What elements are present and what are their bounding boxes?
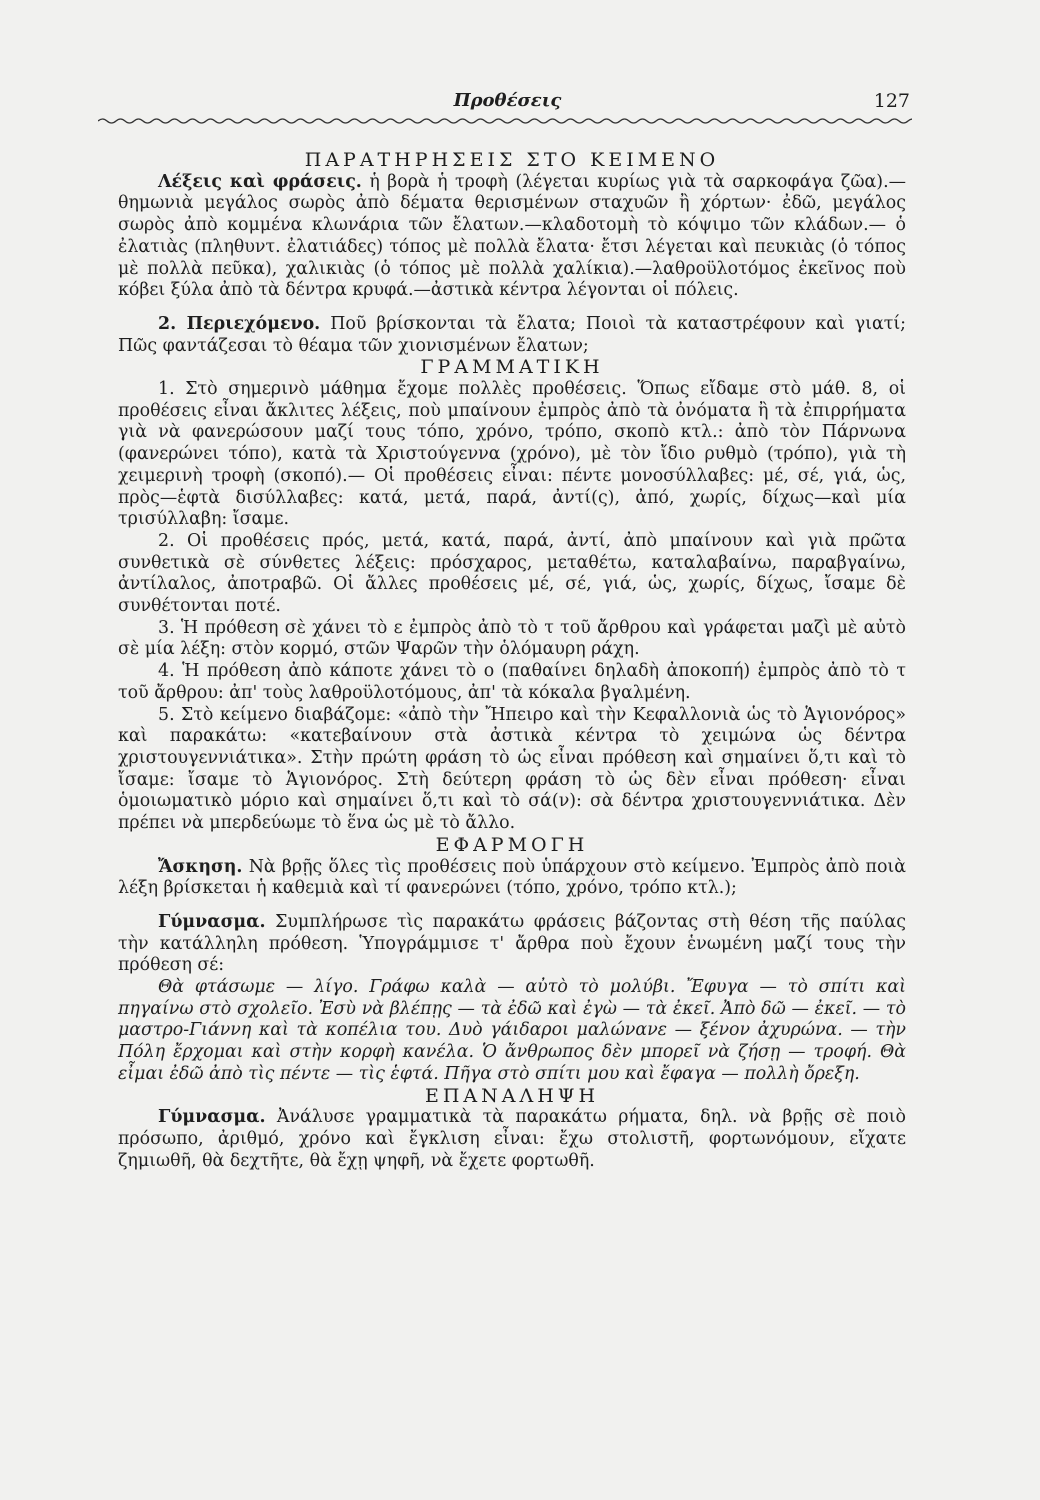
epanalipsi-text: Ἀνάλυσε γραμματικὰ τὰ παρακάτω ρήματα, δηλ. νὰ βρῇς σὲ ποιὸ πρόσωπο, ἀριθμό, χρόνο καὶ ἔγκλιση εἶναι: ἔχω στολιστῆ, φορτωνόμουν, εἴχατε ζημιωθῆ, θὰ δεχτῆτε, θὰ ἔχῃ ψηφῆ, νὰ ἔχετε φορτωθῆ. [118, 1107, 906, 1171]
epanalipsi-gymnasma-label: Γύμνασμα. [158, 1107, 266, 1128]
lexeis-label: Λέξεις καὶ φράσεις. [158, 171, 362, 192]
paragraph-epanalipsi [118, 1107, 906, 1172]
paragraph-askisi [118, 857, 906, 900]
gymnasma-text: Συμπλήρωσε τὶς παρακάτω φράσεις βάζοντας στὴ θέση τῆς παύλας τὴν κατάλληλη πρόθεση. Ὑπογράμμισε τ' ἄρθρα ποὺ ἔχουν ἑνωμένη μαζί τους τὴν πρόθεση σέ: [118, 911, 907, 976]
paragraph-gymnasma [118, 912, 906, 977]
section-title-efarmogi: ΕΦΑΡΜΟΓΗ [435, 833, 589, 856]
section-title-grammatiki: ΓΡΑΜΜΑΤΙΚΗ [420, 356, 604, 379]
paragraph-periexomeno [118, 314, 906, 357]
grammar-paragraph-4: 4. Ἡ πρόθεση ἀπὸ κάποτε χάνει τὸ ο (παθαίνει δηλαδὴ ἀποκοπή) ἐμπρὸς ἀπὸ τὸ τ τοῦ ἄρθρου: ἀπ' τοὺς λαθροϋλοτόμους, ἀπ' τὰ κόκαλα βγαλμένη. [118, 661, 906, 703]
askisi-label: Ἄσκηση. [158, 856, 243, 877]
askisi-text: Νὰ βρῇς ὅλες τὶς προθέσεις ποὺ ὑπάρχουν στὸ κείμενο. Ἐμπρὸς ἀπὸ ποιὰ λέξη βρίσκεται ἡ καθεμιὰ καὶ τί φανερώνει (τόπο, χρόνο, τρόπο κτλ.); [118, 856, 906, 899]
paragraph-lexeis [118, 172, 906, 302]
page-number: 127 [873, 90, 910, 112]
periexomeno-label: 2. Περιεχόμενο. [158, 313, 321, 334]
grammar-paragraph-1: 1. Στὸ σημερινὸ μάθημα ἔχομε πολλὲς προθέσεις. Ὅπως εἴδαμε στὸ μάθ. 8, οἱ προθέσεις εἶναι ἄκλιτες λέξεις, ποὺ μπαίνουν ἐμπρὸς ἀπὸ τὰ ὀνόματα ἢ τὰ ἐπιρρήματα γιὰ νὰ φανερώσουν μαζί τους τόπο, χρόνο, τρόπο, σκοπὸ κτλ.: ἀπὸ τὸν Πάρνωνα (φανερώνει τόπο), κατὰ τὰ Χριστούγεννα (χρόνο), μὲ τὸν ἴδιο ρυθμὸ (τρόπο), γιὰ τὴ χειμερινὴ τροφὴ (σκοπό).— Οἱ προθέσεις εἶναι: πέντε μονοσύλλαβες: μέ, σέ, γιά, ὡς, πρὸς—ἑφτὰ δισύλλαβες: κατά, μετά, παρά, ἀντί(ς), ἀπό, χωρίς, δίχως—καὶ μία τρισύλλαβη: ἴσαμε. [118, 379, 906, 530]
gymnasma-label: Γύμνασμα. [158, 911, 266, 932]
grammar-paragraph-3: 3. Ἡ πρόθεση σὲ χάνει τὸ ε ἐμπρὸς ἀπὸ τὸ τ τοῦ ἄρθρου καὶ γράφεται μαζὶ μὲ αὐτὸ σὲ μία λέξη: στὸν κορμό, στῶν Ψαρῶν τὴν ὁλόμαυρη ράχη. [118, 617, 906, 660]
header-wavy-rule [98, 116, 912, 126]
page-header [105, 90, 910, 118]
page-body [118, 150, 906, 1172]
periexomeno-text: Ποῦ βρίσκονται τὰ ἔλατα; Ποιοὶ τὰ καταστρέφουν καὶ γιατί; Πῶς φαντάζεσαι τὸ θέαμα τῶν χιονισμένων ἔλατων; [118, 313, 906, 356]
grammar-paragraph-5: 5. Στὸ κείμενο διαβάζομε: «ἀπὸ τὴν Ἤπειρο καὶ τὴν Κεφαλλονιὰ ὡς τὸ Ἁγιονόρος» καὶ παρακάτω: «κατεβαίνουν στὰ ἀστικὰ κέντρα τὸ χειμώνα ὡς δέντρα χριστουγεννιάτικα». Στὴν πρώτη φράση τὸ ὡς εἶναι πρόθεση καὶ σημαίνει ὅ,τι καὶ τὸ ἴσαμε: ἴσαμε τὸ Ἁγιονόρος. Στὴ δεύτερη φράση τὸ ὡς δὲν εἶναι πρόθεση· εἶναι ὁμοιωματικὸ μόριο καὶ σημαίνει ὅ,τι καὶ τὸ σά(ν): σὰ δέντρα χριστουγεννιάτικα. Δὲν πρέπει νὰ μπερδεύωμε τὸ ἕνα ὡς μὲ τὸ ἄλλο. [118, 704, 906, 834]
running-title: Προθέσεις [453, 90, 562, 111]
section-title-keimeno: ΠΑΡΑΤΗΡΗΣΕΙΣ ΣΤΟ ΚΕΙΜΕΝΟ [304, 149, 720, 171]
section-title-epanalipsi: ΕΠΑΝΑΛΗΨΗ [424, 1084, 600, 1107]
grammar-paragraph-2: 2. Οἱ προθέσεις πρός, μετά, κατά, παρά, ἀντί, ἀπὸ μπαίνουν καὶ γιὰ πρῶτα συνθετικὰ σὲ σύνθετες λέξεις: πρόσχαρος, μεταθέτω, καταλαβαίνω, παραβγαίνω, ἀντίλαλος, ἀποτραβῶ. Οἱ ἄλλες προθέσεις μέ, σέ, γιά, ὡς, χωρίς, δίχως, ἴσαμε δὲ συνθέτονται ποτέ. [118, 530, 906, 617]
lexeis-text: ἡ βορὰ ἡ τροφὴ (λέγεται κυρίως γιὰ τὰ σαρκοφάγα ζῶα).—θημωνιὰ μεγάλος σωρὸς ἀπὸ δέματα θερισμένων σταχυῶν ἢ χόρτων· ἐδῶ, μεγάλος σωρὸς ἀπὸ κομμένα κλωνάρια τῶν ἔλατων.—κλαδοτομὴ τὸ κόψιμο τῶν κλάδων.— ὁ ἐλατιὰς (πληθυντ. ἐλατιάδες) τόπος μὲ πολλὰ ἔλατα· ἔτσι λέγεται καὶ πευκιὰς (ὁ τόπος μὲ πολλὰ πεῦκα), χαλικιὰς (ὁ τόπος μὲ πολλὰ χαλίκια).—λαθροϋλοτόμος ἐκεῖνος ποὺ κόβει ξύλα ἀπὸ τὰ δέντρα κρυφά.—ἀστικὰ κέντρα λέγονται οἱ πόλεις. [118, 171, 906, 301]
exercise-sentences: Θὰ φτάσωμε — λίγο. Γράφω καλὰ — αὐτὸ τὸ μολύβι. Ἔφυγα — τὸ σπίτι καὶ πηγαίνω στὸ σχολεῖο. Ἐσὺ νὰ βλέπῃς — τὰ ἐδῶ καὶ ἐγὼ — τὰ ἐκεῖ. Ἀπὸ δῶ — ἐκεῖ. — τὸ μαστρο-Γιάννη καὶ τὰ κοπέλια του. Δυὸ γάιδαροι μαλώνανε — ξένον ἀχυρώνα. — τὴν Πόλη ἔρχομαι καὶ στὴν κορφὴ κανέλα. Ὁ ἄνθρωπος δὲν μπορεῖ νὰ ζήσῃ — τροφή. Θὰ εἶμαι ἐδῶ ἀπὸ τὶς πέντε — τὶς ἑφτά. Πῆγα στὸ σπίτι μου καὶ ἔφαγα — πολλὴ ὄρεξη. [118, 977, 906, 1084]
